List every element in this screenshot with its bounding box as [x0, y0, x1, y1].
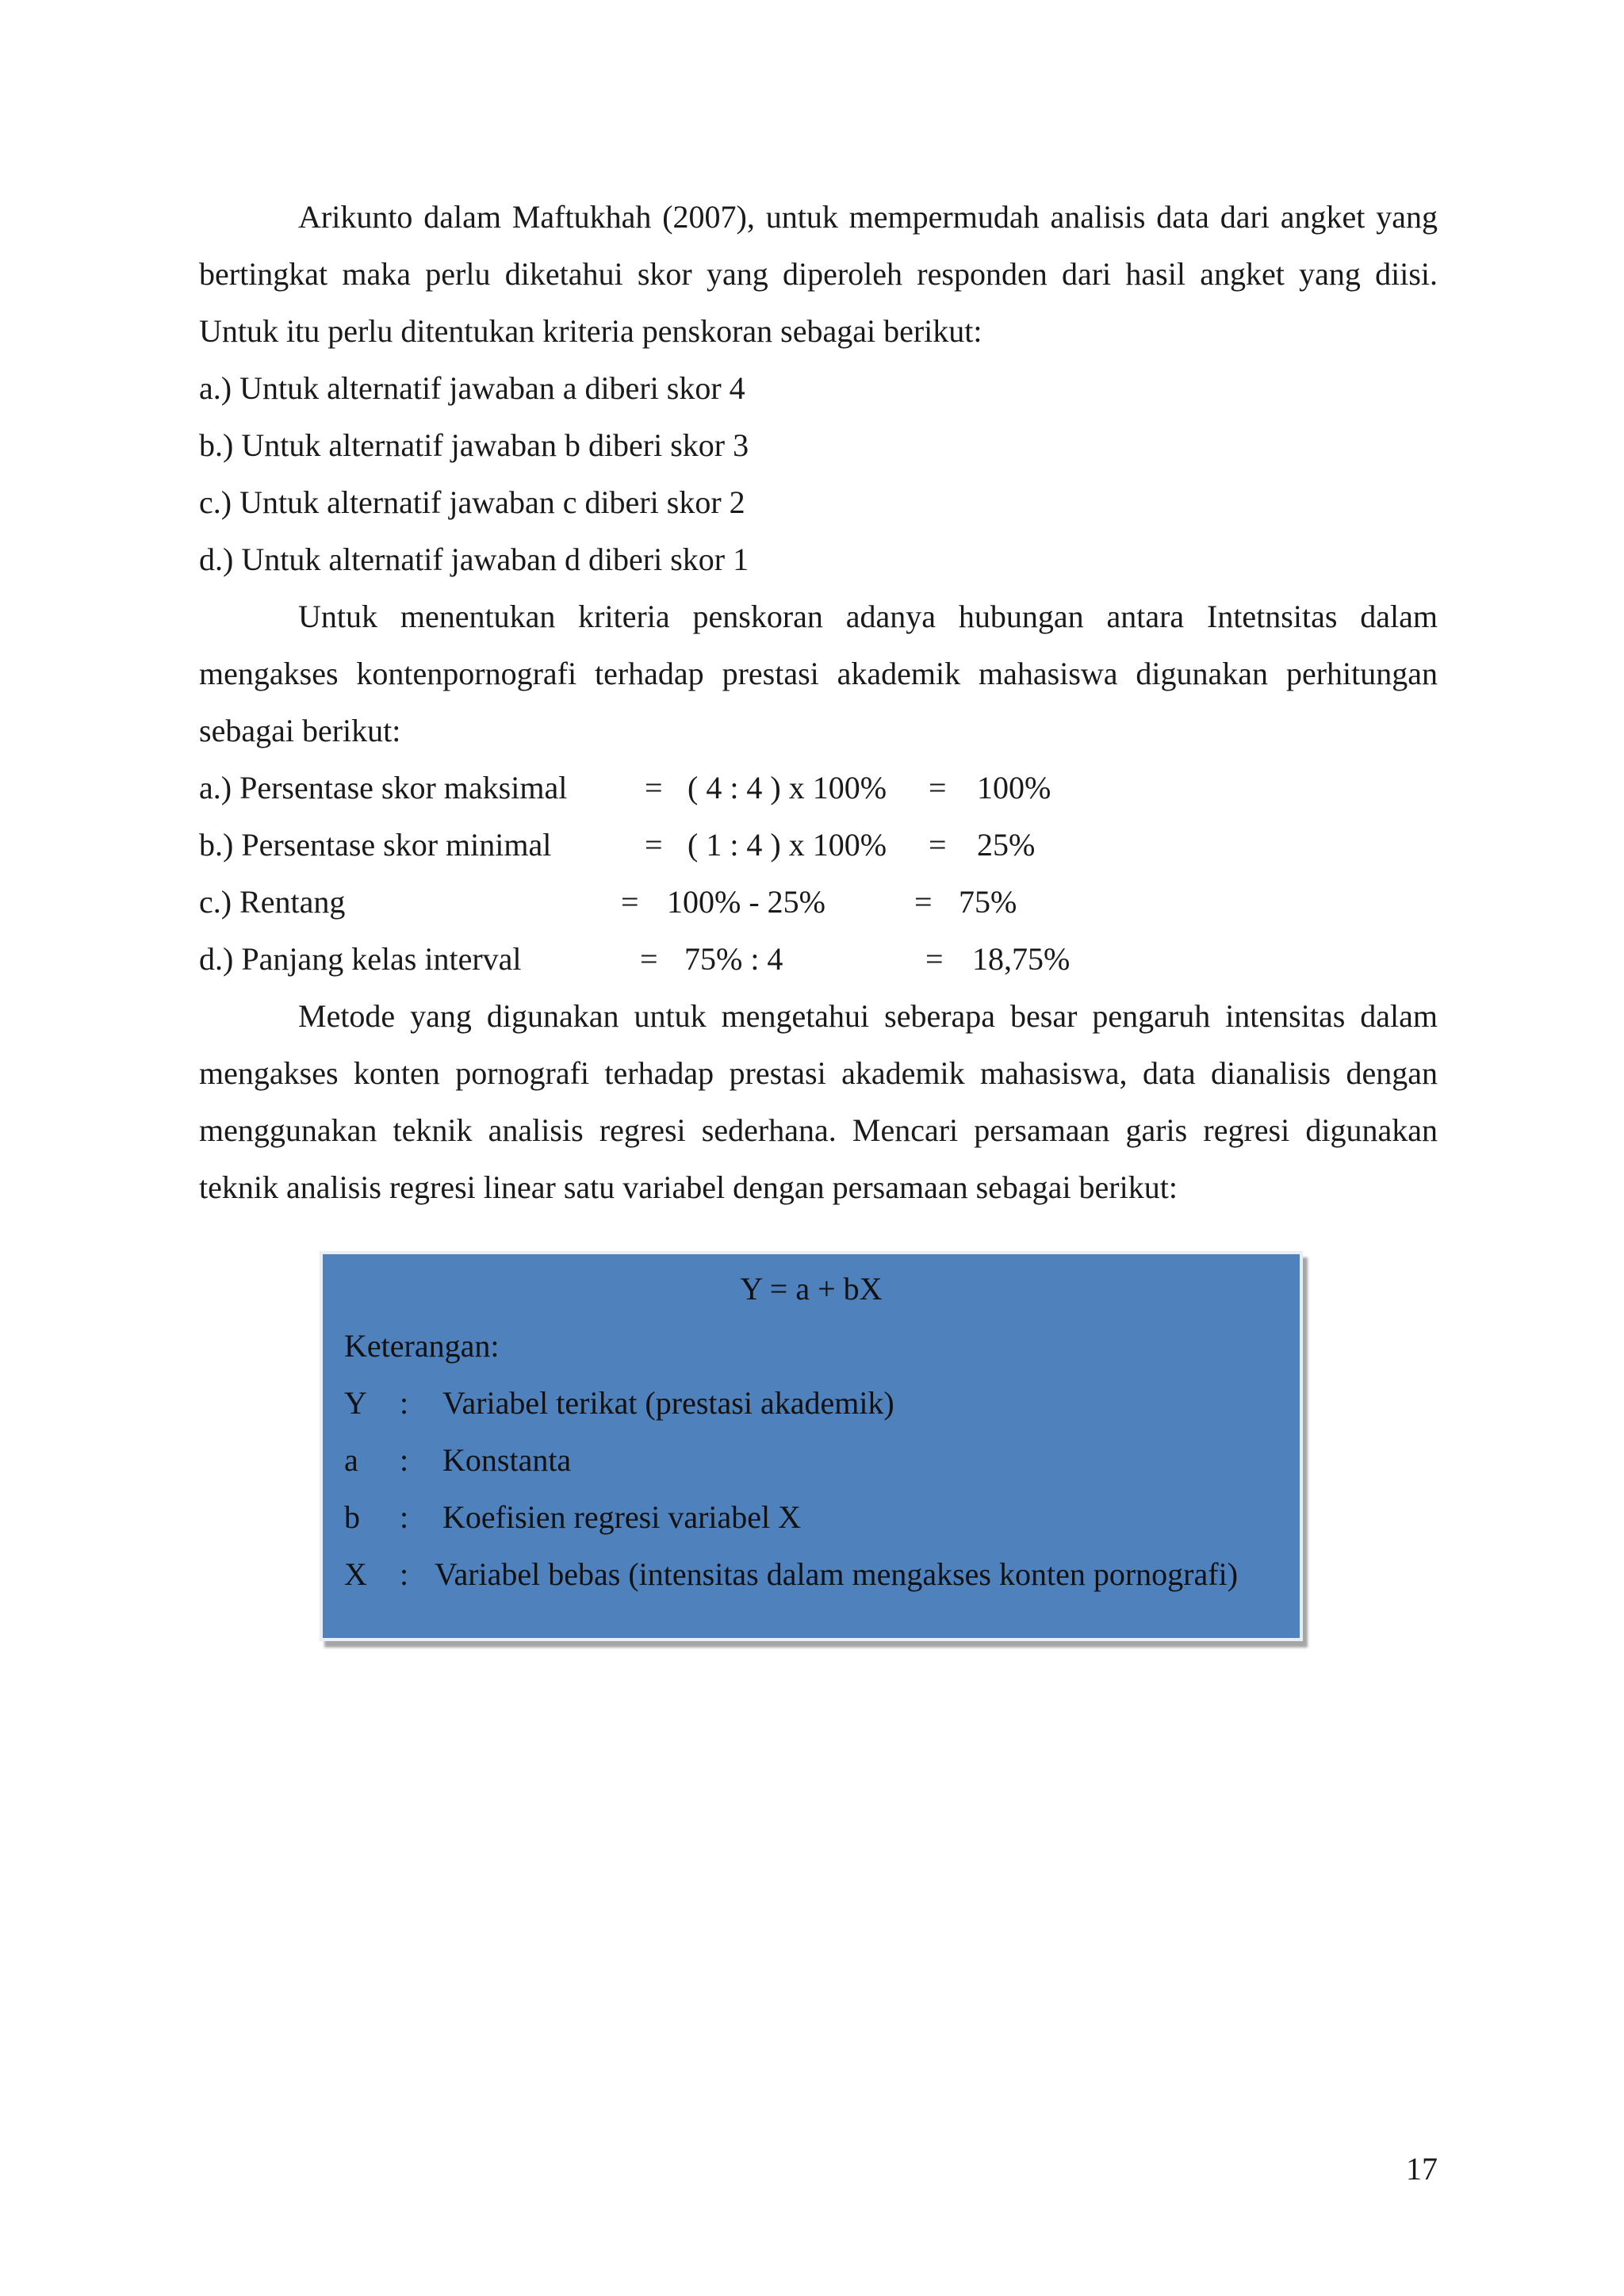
list-item: b.) Untuk alternatif jawaban b diberi skor 3: [199, 427, 749, 463]
legend-symbol: X: [344, 1556, 367, 1592]
legend-separator: :: [400, 1385, 409, 1421]
calc-equals: =: [645, 827, 663, 863]
calc-label: b.) Persentase skor minimal: [199, 827, 552, 863]
regression-formula-box: [320, 1251, 1303, 1641]
calc-equals: =: [645, 770, 663, 806]
legend-heading: Keterangan:: [344, 1328, 500, 1364]
paragraph-method: Metode yang digunakan untuk mengetahui seberapa besar pengaruh intensitas dalam mengakses konten pornografi terhadap prestasi akademik mahasiswa, data dianalisis dengan menggunakan teknik analisis regresi sederhana. Mencari persamaan garis regresi digunakan teknik analisis regresi linear satu variabel dengan persamaan sebagai berikut:: [199, 998, 1438, 1205]
calc-equals: =: [929, 827, 947, 863]
paragraph-criteria: Untuk menentukan kriteria penskoran adanya hubungan antara Intetnsitas dalam mengakses kontenpornografi terhadap prestasi akademik mahasiswa digunakan perhitungan sebagai berikut:: [199, 599, 1438, 748]
legend-separator: :: [400, 1556, 409, 1592]
paragraph-intro: Arikunto dalam Maftukhah (2007), untuk mempermudah analisis data dari angket yang bertingkat maka perlu diketahui skor yang diperoleh responden dari hasil angket yang diisi. Untuk itu perlu ditentukan kriteria penskoran sebagai berikut:: [199, 199, 1438, 349]
legend-symbol: Y: [344, 1385, 367, 1421]
calc-equals: =: [640, 941, 658, 977]
calc-equals: =: [914, 884, 933, 920]
calc-expression: ( 4 : 4 ) x 100%: [688, 770, 887, 806]
calc-row: [199, 931, 1438, 988]
regression-equation: Y = a + bX: [740, 1271, 883, 1307]
calc-row: [199, 760, 1438, 817]
legend-separator: :: [400, 1442, 409, 1478]
list-item: c.) Untuk alternatif jawaban c diberi skor 2: [199, 484, 745, 520]
body-text: [199, 189, 1438, 1216]
calc-equals: =: [621, 884, 639, 920]
calculation-list: [199, 760, 1438, 988]
page-number: 17: [1406, 2151, 1438, 2187]
calc-expression: 100% - 25%: [667, 884, 825, 920]
list-item: d.) Untuk alternatif jawaban d diberi skor 1: [199, 541, 749, 577]
legend-row: [344, 1489, 1280, 1546]
calc-expression: 75% : 4: [684, 941, 783, 977]
list-item: a.) Untuk alternatif jawaban a diberi skor 4: [199, 370, 745, 406]
calc-result: 100%: [977, 770, 1051, 806]
legend-separator: :: [400, 1499, 409, 1535]
calc-result: 18,75%: [972, 941, 1071, 977]
calc-result: 25%: [977, 827, 1036, 863]
legend-row: [344, 1546, 1280, 1603]
legend-row: [344, 1432, 1280, 1489]
legend-description: Konstanta: [442, 1442, 572, 1478]
legend-row: [344, 1375, 1280, 1432]
calc-equals: =: [925, 941, 944, 977]
calc-row: [199, 874, 1438, 931]
score-list: [199, 360, 1438, 588]
calc-label: a.) Persentase skor maksimal: [199, 770, 568, 806]
calc-equals: =: [929, 770, 947, 806]
legend-description: Koefisien regresi variabel X: [442, 1499, 802, 1535]
legend-symbol: a: [344, 1442, 358, 1478]
legend-symbol: b: [344, 1499, 360, 1535]
calc-result: 75%: [959, 884, 1017, 920]
legend-description: Variabel bebas (intensitas dalam mengakses konten pornografi): [435, 1556, 1239, 1592]
legend-description: Variabel terikat (prestasi akademik): [442, 1385, 894, 1421]
calc-row: [199, 817, 1438, 874]
calc-label: d.) Panjang kelas interval: [199, 941, 522, 977]
calc-label: c.) Rentang: [199, 884, 346, 920]
calc-expression: ( 1 : 4 ) x 100%: [688, 827, 887, 863]
